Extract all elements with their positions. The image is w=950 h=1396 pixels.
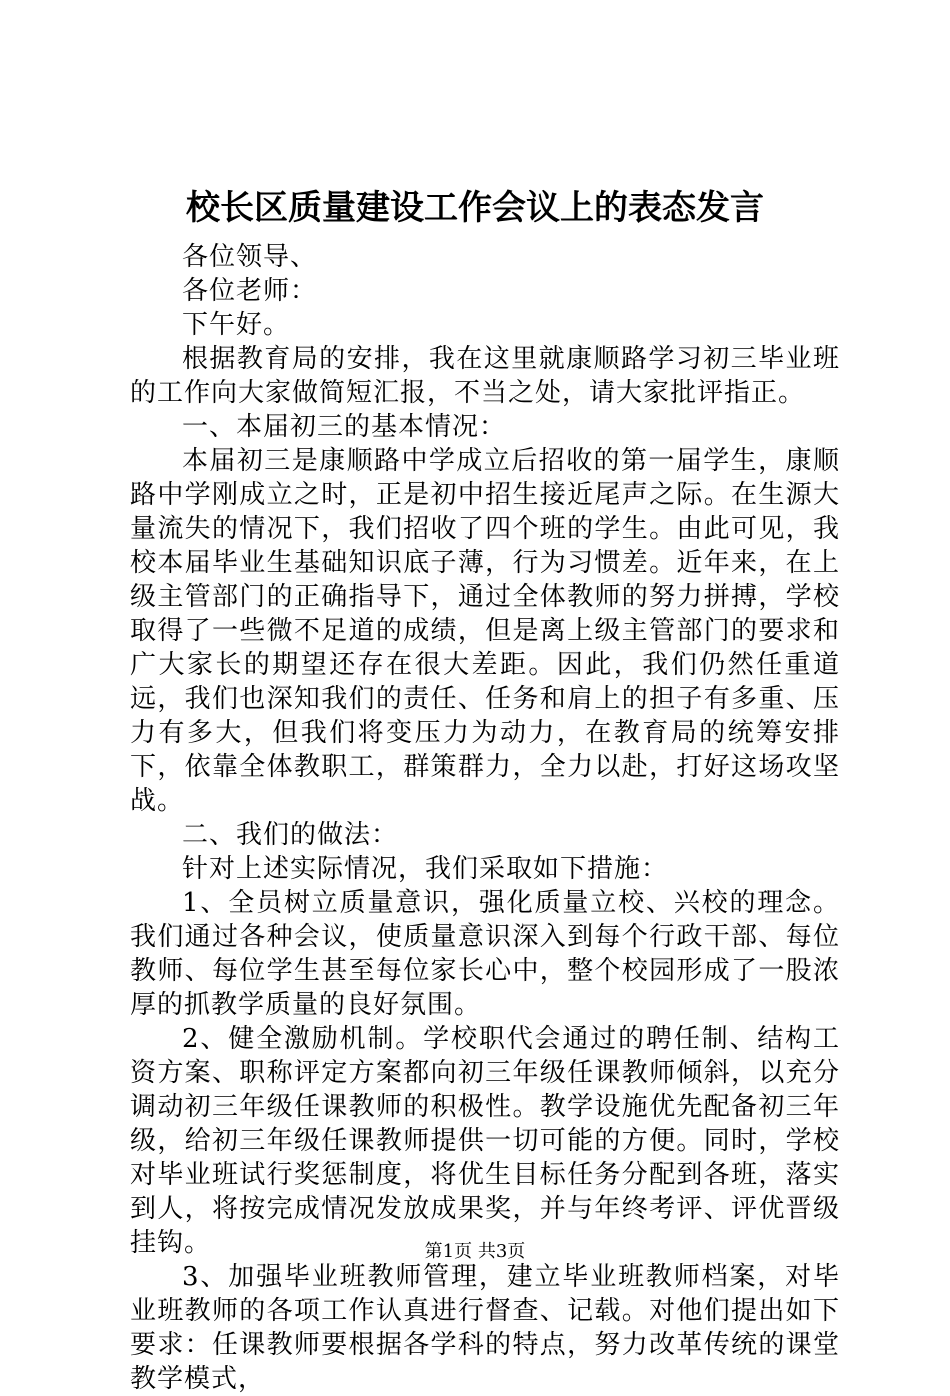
document-body	[130, 240, 840, 1396]
basic-situation-paragraph: 本届初三是康顺路中学成立后招收的第一届学生，康顺路中学刚成立之时，正是初中招生接近尾声之际。在生源大量流失的情况下，我们招收了四个班的学生。由此可见，我校本届毕业生基础知识底子薄，行为习惯差。近年来，在上级主管部门的正确指导下，通过全体教师的努力拼搏，学校取得了一些微不足道的成绩，但是离上级主管部门的要求和广大家长的期望还存在很大差距。因此，我们仍然任重道远，我们也深知我们的责任、任务和肩上的担子有多重、压力有多大，但我们将变压力为动力，在教育局的统筹安排下，依靠全体教职工，群策群力，全力以赴，打好这场攻坚战。	[130, 446, 840, 816]
measure-item-1: 1、全员树立质量意识，强化质量立校、兴校的理念。我们通过各种会议，使质量意识深入到每个行政干部、每位教师、每位学生甚至每位家长心中，整个校园形成了一股浓厚的抓教学质量的良好氛围。	[130, 888, 840, 1020]
greeting: 下午好。	[182, 310, 291, 340]
document-title: 校长区质量建设工作会议上的表态发言	[186, 188, 764, 228]
measure-item-2: 2、健全激励机制。学校职代会通过的聘任制、结构工资方案、职称评定方案都向初三年级任课教师倾斜，以充分调动初三年级任课教师的积极性。教学设施优先配备初三年级，给初三年级任课教师提供一切可能的方便。同时，学校对毕业班试行奖惩制度，将优生目标任务分配到各班，落实到人，将按完成情况发放成果奖，并与年终考评、评优晋级挂钩。	[130, 1024, 840, 1258]
salutation-teachers: 各位老师：	[182, 276, 318, 306]
measure-item-3: 3、加强毕业班教师管理，建立毕业班教师档案，对毕业班教师的各项工作认真进行督查、记载。对他们提出如下要求：任课教师要根据各学科的特点，努力改革传统的课堂教学模式，	[130, 1262, 840, 1394]
section-heading-basic-situation: 一、本届初三的基本情况：	[182, 412, 507, 442]
page-number-footer: 第1页 共3页	[424, 1241, 526, 1262]
salutation-leaders: 各位领导、	[182, 242, 318, 272]
section-heading-measures: 二、我们的做法：	[182, 820, 399, 850]
intro-paragraph: 根据教育局的安排，我在这里就康顺路学习初三毕业班的工作向大家做简短汇报，不当之处，请大家批评指正。	[130, 344, 840, 408]
measures-intro: 针对上述实际情况，我们采取如下措施：	[182, 854, 669, 884]
